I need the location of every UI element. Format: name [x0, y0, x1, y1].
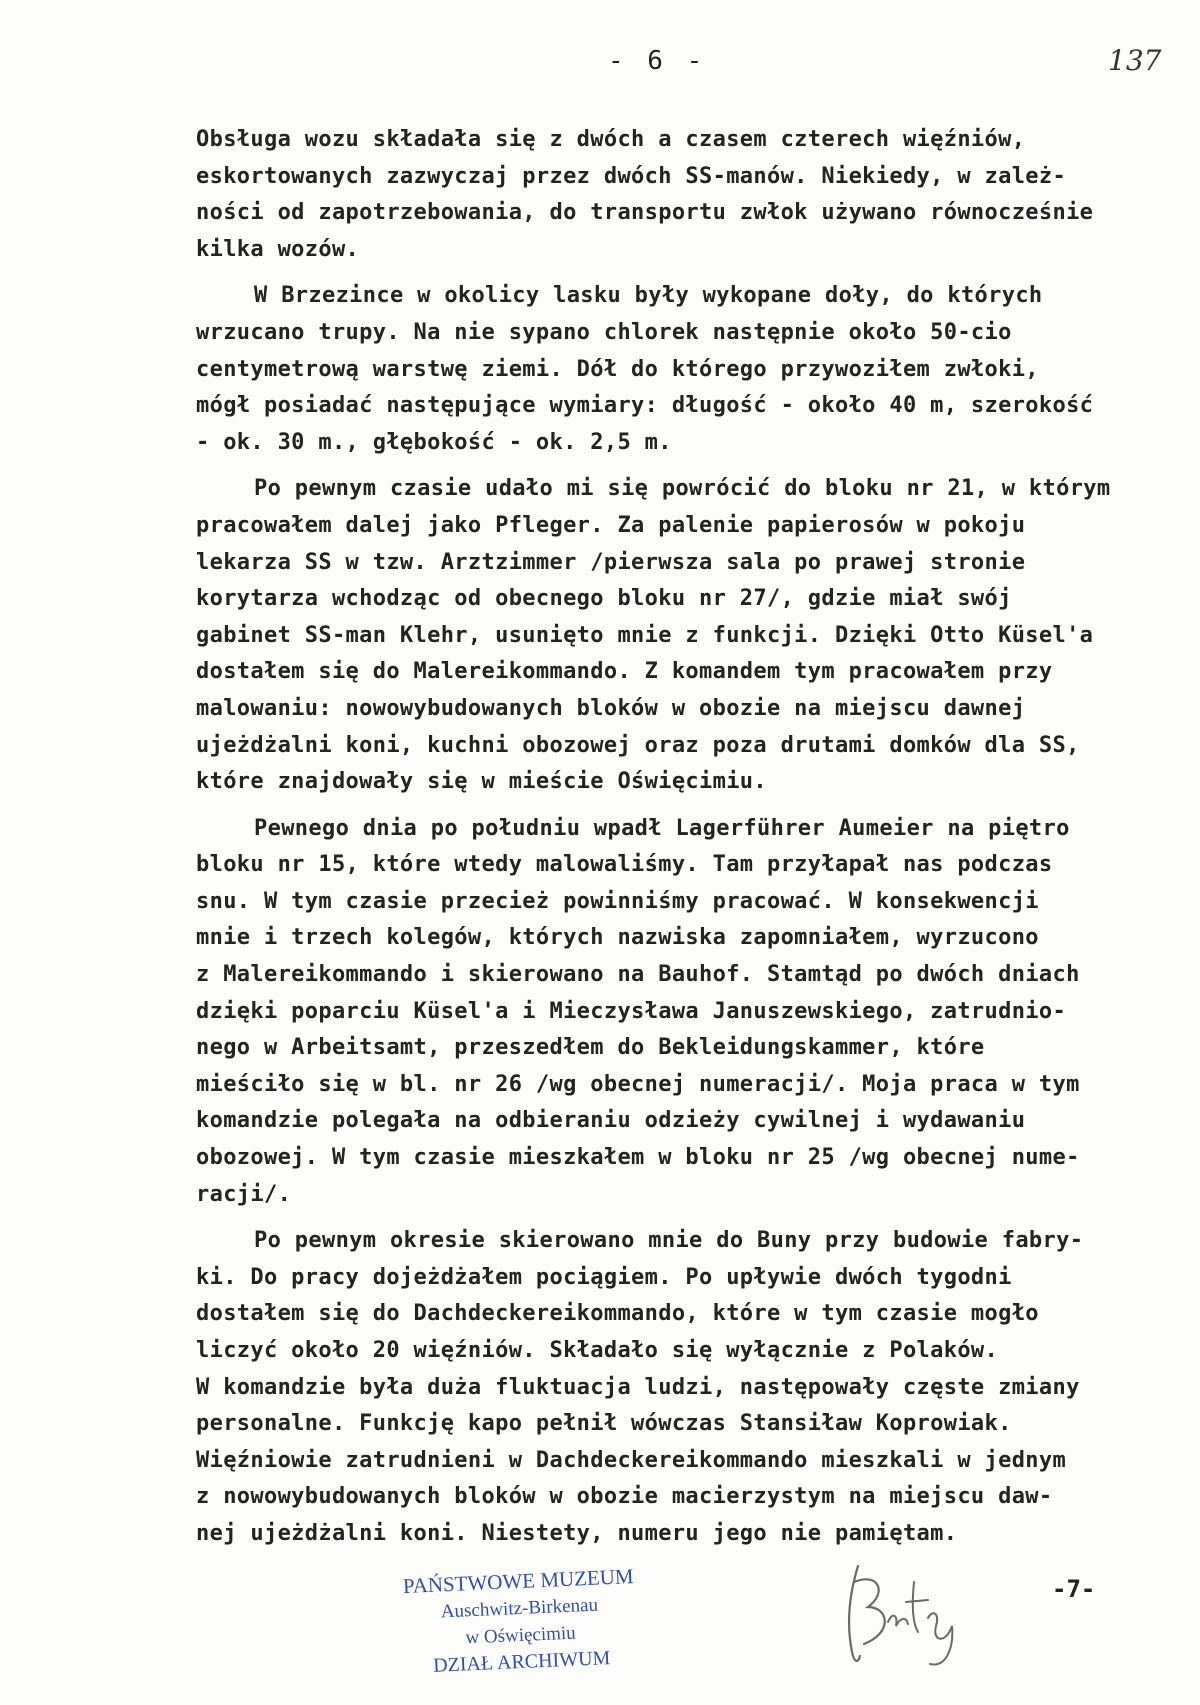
text-line: które znajdowały się w mieście Oświęcimiu.: [196, 769, 767, 795]
text-line: z nowowybudowanych bloków w obozie macierzystym na miejscu daw-: [196, 1484, 1053, 1510]
text-line: malowaniu: nowowybudowanych bloków w obozie na miejscu dawnej: [196, 695, 1026, 721]
paragraph: [196, 122, 1186, 268]
text-line: ności od zapotrzebowania, do transportu zwłok używano równocześnie: [196, 200, 1094, 226]
text-line: ujeżdżalni koni, kuchni obozowej oraz poza drutami domków dla SS,: [196, 732, 1080, 758]
text-line: liczyć około 20 więźniów. Składało się wyłącznie z Polaków.: [196, 1338, 999, 1363]
text-line: lekarza SS w tzw. Arztzimmer /pierwsza sala po prawej stronie: [196, 549, 1026, 575]
text-line: racji/.: [196, 1181, 292, 1207]
text-line: personalne. Funkcję kapo pełnił wówczas Stansiław Koprowiak.: [196, 1411, 1012, 1437]
text-line: eskortowanych zazwyczaj przez dwóch SS-manów. Niekiedy, w zależ-: [196, 163, 1067, 189]
text-line: W Brzezince w okolicy lasku były wykopane doły, do których: [254, 283, 1043, 309]
paragraph: [196, 471, 1186, 800]
text-line: wrzucano trupy. Na nie sypano chlorek następnie około 50-cio: [196, 319, 1012, 345]
stamp-line: Auschwitz-Birkenau: [440, 1594, 599, 1623]
text-line: nej ujeżdżalni koni. Niestety, numeru jego nie pamiętam.: [196, 1520, 958, 1546]
text-line: snu. W tym czasie przecież powinniśmy pracować. W konsekwencji: [196, 888, 1039, 914]
text-line: W komandzie była duża fluktuacja ludzi, następowały częste zmiany: [196, 1374, 1080, 1400]
archive-number: 137: [1108, 44, 1162, 77]
text-line: obozowej. W tym czasie mieszkałem w bloku nr 25 /wg obecnej nume-: [196, 1145, 1080, 1171]
text-line: centymetrową warstwę ziemi. Dół do którego przywoziłem zwłoki,: [196, 356, 1039, 382]
text-line: nego w Arbeitsamt, przeszedłem do Bekleidungskammer, które: [196, 1035, 985, 1061]
text-line: mnie i trzech kolegów, których nazwiska zapomniałem, wyrzucono: [196, 925, 1039, 951]
signature-drawing: [828, 1552, 978, 1672]
text-line: mógł posiadać następujące wymiary: długość - około 40 m, szerokość: [196, 393, 1094, 419]
next-page-marker: -7-: [1052, 1575, 1096, 1603]
text-line: dostałem się do Malereikommando. Z komandem tym pracowałem przy: [196, 659, 1053, 685]
text-line: Pewnego dnia po południu wpadł Lagerführer Aumeier na piętro: [254, 815, 1070, 841]
text-line: gabinet SS-man Klehr, usunięto mnie z funkcji. Dzięki Otto Küsel'a: [196, 622, 1094, 648]
text-line: Obsługa wozu składała się z dwóch a czasem czterech więźniów,: [196, 127, 1026, 152]
text-line: z Malereikommando i skierowano na Bauhof. Stamtąd po dwóch dniach: [196, 962, 1080, 988]
text-line: bloku nr 15, które wtedy malowaliśmy. Tam przyłapał nas podczas: [196, 852, 1053, 878]
text-line: pracowałem dalej jako Pfleger. Za palenie papierosów w pokoju: [196, 512, 1026, 538]
text-line: Po pewnym czasie udało mi się powrócić do bloku nr 21, w którym: [254, 476, 1111, 502]
text-line: dostałem się do Dachdeckereikommando, które w tym czasie mogło: [196, 1301, 1039, 1327]
document-body: [196, 122, 1186, 1553]
stamp-line: PAŃSTWOWE MUZEUM: [402, 1564, 635, 1599]
text-line: mieściło się w bl. nr 26 /wg obecnej numeracji/. Moja praca w tym: [196, 1071, 1080, 1097]
text-line: kilka wozów.: [196, 236, 360, 262]
text-line: dzięki poparciu Küsel'a i Mieczysława Januszewskiego, zatrudnio-: [196, 998, 1067, 1024]
text-line: komandzie polegała na odbieraniu odzieży cywilnej i wydawaniu: [196, 1108, 1026, 1134]
text-line: Po pewnym okresie skierowano mnie do Buny przy budowie fabry-: [254, 1228, 1084, 1254]
archive-stamp: [378, 1562, 662, 1682]
handwritten-signature-icon: [828, 1552, 978, 1672]
text-line: Więźniowie zatrudnieni w Dachdeckereikommando mieszkali w jednym: [196, 1447, 1067, 1473]
paragraph: [196, 278, 1186, 461]
text-line: - ok. 30 m., głębokość - ok. 2,5 m.: [196, 429, 672, 455]
paragraph: [196, 811, 1186, 1214]
text-line: ki. Do pracy dojeżdżałem pociągiem. Po upływie dwóch tygodni: [196, 1264, 1012, 1290]
page-number: - 6 -: [608, 46, 707, 76]
paragraph: [196, 1223, 1186, 1552]
stamp-line: DZIAŁ ARCHIWUM: [432, 1647, 611, 1677]
text-line: korytarza wchodząc od obecnego bloku nr 27/, gdzie miał swój: [196, 586, 1012, 612]
stamp-line: w Oświęcimiu: [465, 1622, 577, 1649]
